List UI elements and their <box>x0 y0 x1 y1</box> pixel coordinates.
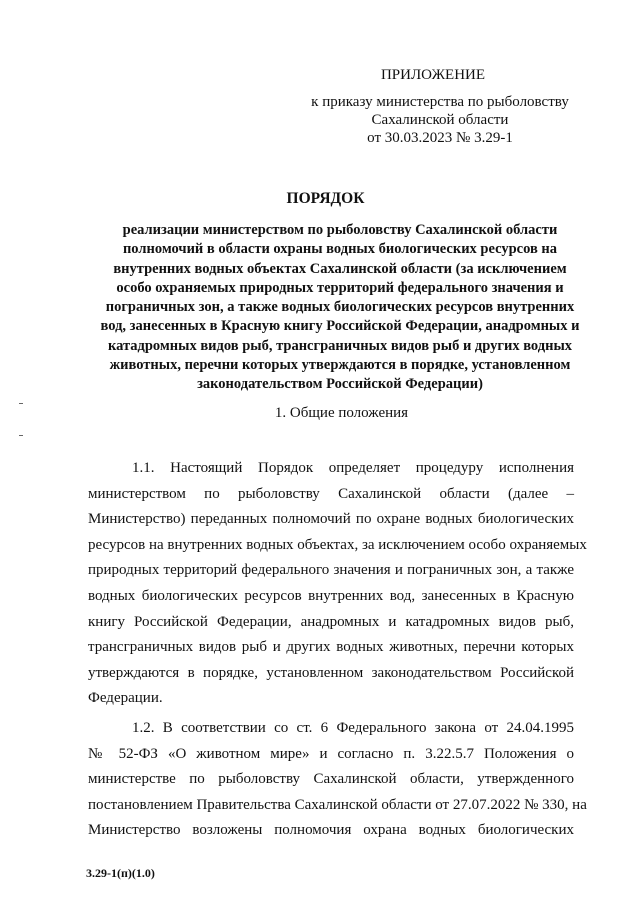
subtitle-line: катадромных видов рыб, трансграничных видов рыб и других водных <box>107 337 573 354</box>
paragraph-line: природных территорий федерального значения и пограничных зон, а также <box>88 562 574 579</box>
subtitle-line: животных, перечни которых утверждаются в порядке, установленном <box>109 357 571 374</box>
subtitle-line: полномочий в области охраны водных биологических ресурсов на <box>122 241 558 258</box>
paragraph-line: министерством по рыболовству Сахалинской области (далее – <box>88 485 574 502</box>
paragraph-line: книгу Российской Федерации, анадромных и катадромных видов рыб, <box>88 613 574 630</box>
section-heading: 1. Общие положения <box>274 405 409 421</box>
paragraph-line: Министерство возложены полномочия охрана водных биологических <box>88 822 574 839</box>
paragraph-line: 1.2. В соответствии со ст. 6 Федерального закона от 24.04.1995 <box>132 719 574 736</box>
subtitle-line: законодательством Российской Федерации) <box>197 376 483 393</box>
paragraph-line: водных биологических ресурсов внутренних вод, занесенных в Красную <box>88 587 574 604</box>
paragraph-line: министерстве по рыболовству Сахалинской области, утвержденного <box>88 771 574 788</box>
subtitle-line: внутренних водных объектах Сахалинской области (за исключением <box>113 260 567 277</box>
paragraph-line: ресурсов на внутренних водных объектах, за исключением особо охраняемых <box>88 536 587 553</box>
scan-mark <box>19 403 23 404</box>
paragraph-line: постановлением Правительства Сахалинской области от 27.07.2022 № 330, на <box>88 796 587 813</box>
paragraph-line: № 52-ФЗ «О животном мире» и согласно п. 3.22.5.7 Положения о <box>88 745 574 762</box>
paragraph-line: 1.1. Настоящий Порядок определяет процедуру исполнения <box>132 460 574 476</box>
paragraph-line: Министерство) переданных полномочий по охране водных биологических <box>88 511 574 528</box>
subtitle-line: особо охраняемых природных территорий федерального значения и <box>116 279 564 296</box>
paragraph-line: Федерации. <box>88 690 163 707</box>
appendix-line: к приказу министерства по рыболовству <box>311 94 569 110</box>
footer-code: 3.29-1(п)(1.0) <box>86 866 155 880</box>
appendix-line: от 30.03.2023 № 3.29-1 <box>367 130 513 146</box>
appendix-block <box>290 66 590 147</box>
scan-mark <box>19 435 23 436</box>
appendix-title: ПРИЛОЖЕНИЕ <box>380 67 486 83</box>
paragraph-1-2 <box>88 716 587 844</box>
paragraph-line: трансграничных видов рыб и других водных животных, перечни которых <box>88 639 574 656</box>
document-title: ПОРЯДОК <box>286 190 365 207</box>
subtitle-line: пограничных зон, а также водных биологических ресурсов внутренних <box>105 299 575 316</box>
document-subtitle <box>82 221 598 395</box>
subtitle-line: вод, занесенных в Красную книгу Российской Федерации, анадромных и <box>100 318 580 335</box>
paragraph-line: утверждаются в порядке, установленном законодательством Российской <box>88 664 574 681</box>
paragraph-1-1 <box>88 456 587 712</box>
document-body <box>88 456 587 844</box>
subtitle-line: реализации министерством по рыболовству Сахалинской области <box>122 222 558 238</box>
appendix-line: Сахалинской области <box>371 112 509 128</box>
